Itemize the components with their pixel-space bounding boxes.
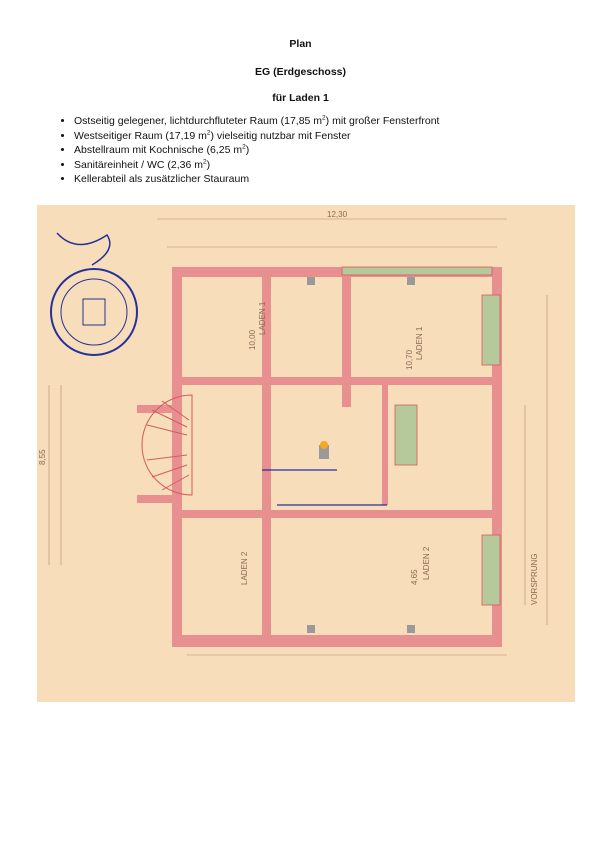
plan-heading: Plan: [289, 38, 312, 50]
feature-item: • Abstellraum mit Kochnische (6,25 $m^2$): [74, 143, 594, 158]
room-area: 10,00: [248, 329, 257, 350]
room-label: LADEN 2: [422, 546, 431, 580]
room-area: 4,65: [410, 569, 419, 585]
room-label: LADEN 1: [415, 326, 424, 360]
feature-list: [56, 114, 594, 187]
floor-heading: EG (Erdgeschoss): [254, 66, 347, 78]
dimension-label: VORSPRUNG: [530, 553, 539, 605]
dimension-label: 12,30: [327, 210, 348, 219]
dimension-label: 8,55: [38, 449, 47, 465]
room-label: LADEN 1: [258, 301, 267, 335]
floor-plan-drawing: [37, 205, 575, 702]
floor-plan-image: [37, 205, 575, 702]
feature-item: • Kellerabteil als zusätzlicher Stauraum: [74, 172, 594, 187]
room-area: 10,70: [405, 349, 414, 370]
unit-heading: für Laden 1: [272, 92, 329, 104]
feature-item: • Sanitäreinheit / WC (2,36 $m^2$): [74, 158, 594, 173]
room-label: LADEN 2: [240, 551, 249, 585]
feature-item: • Ostseitig gelegener, lichtdurchfluteter Raum (17,85 $m^2$) mit großer Fensterfront: [74, 114, 594, 129]
feature-item: • Westseitiger Raum (17,19 $m^2$) vielseitig nutzbar mit Fenster: [74, 129, 594, 144]
marker: [320, 441, 328, 449]
